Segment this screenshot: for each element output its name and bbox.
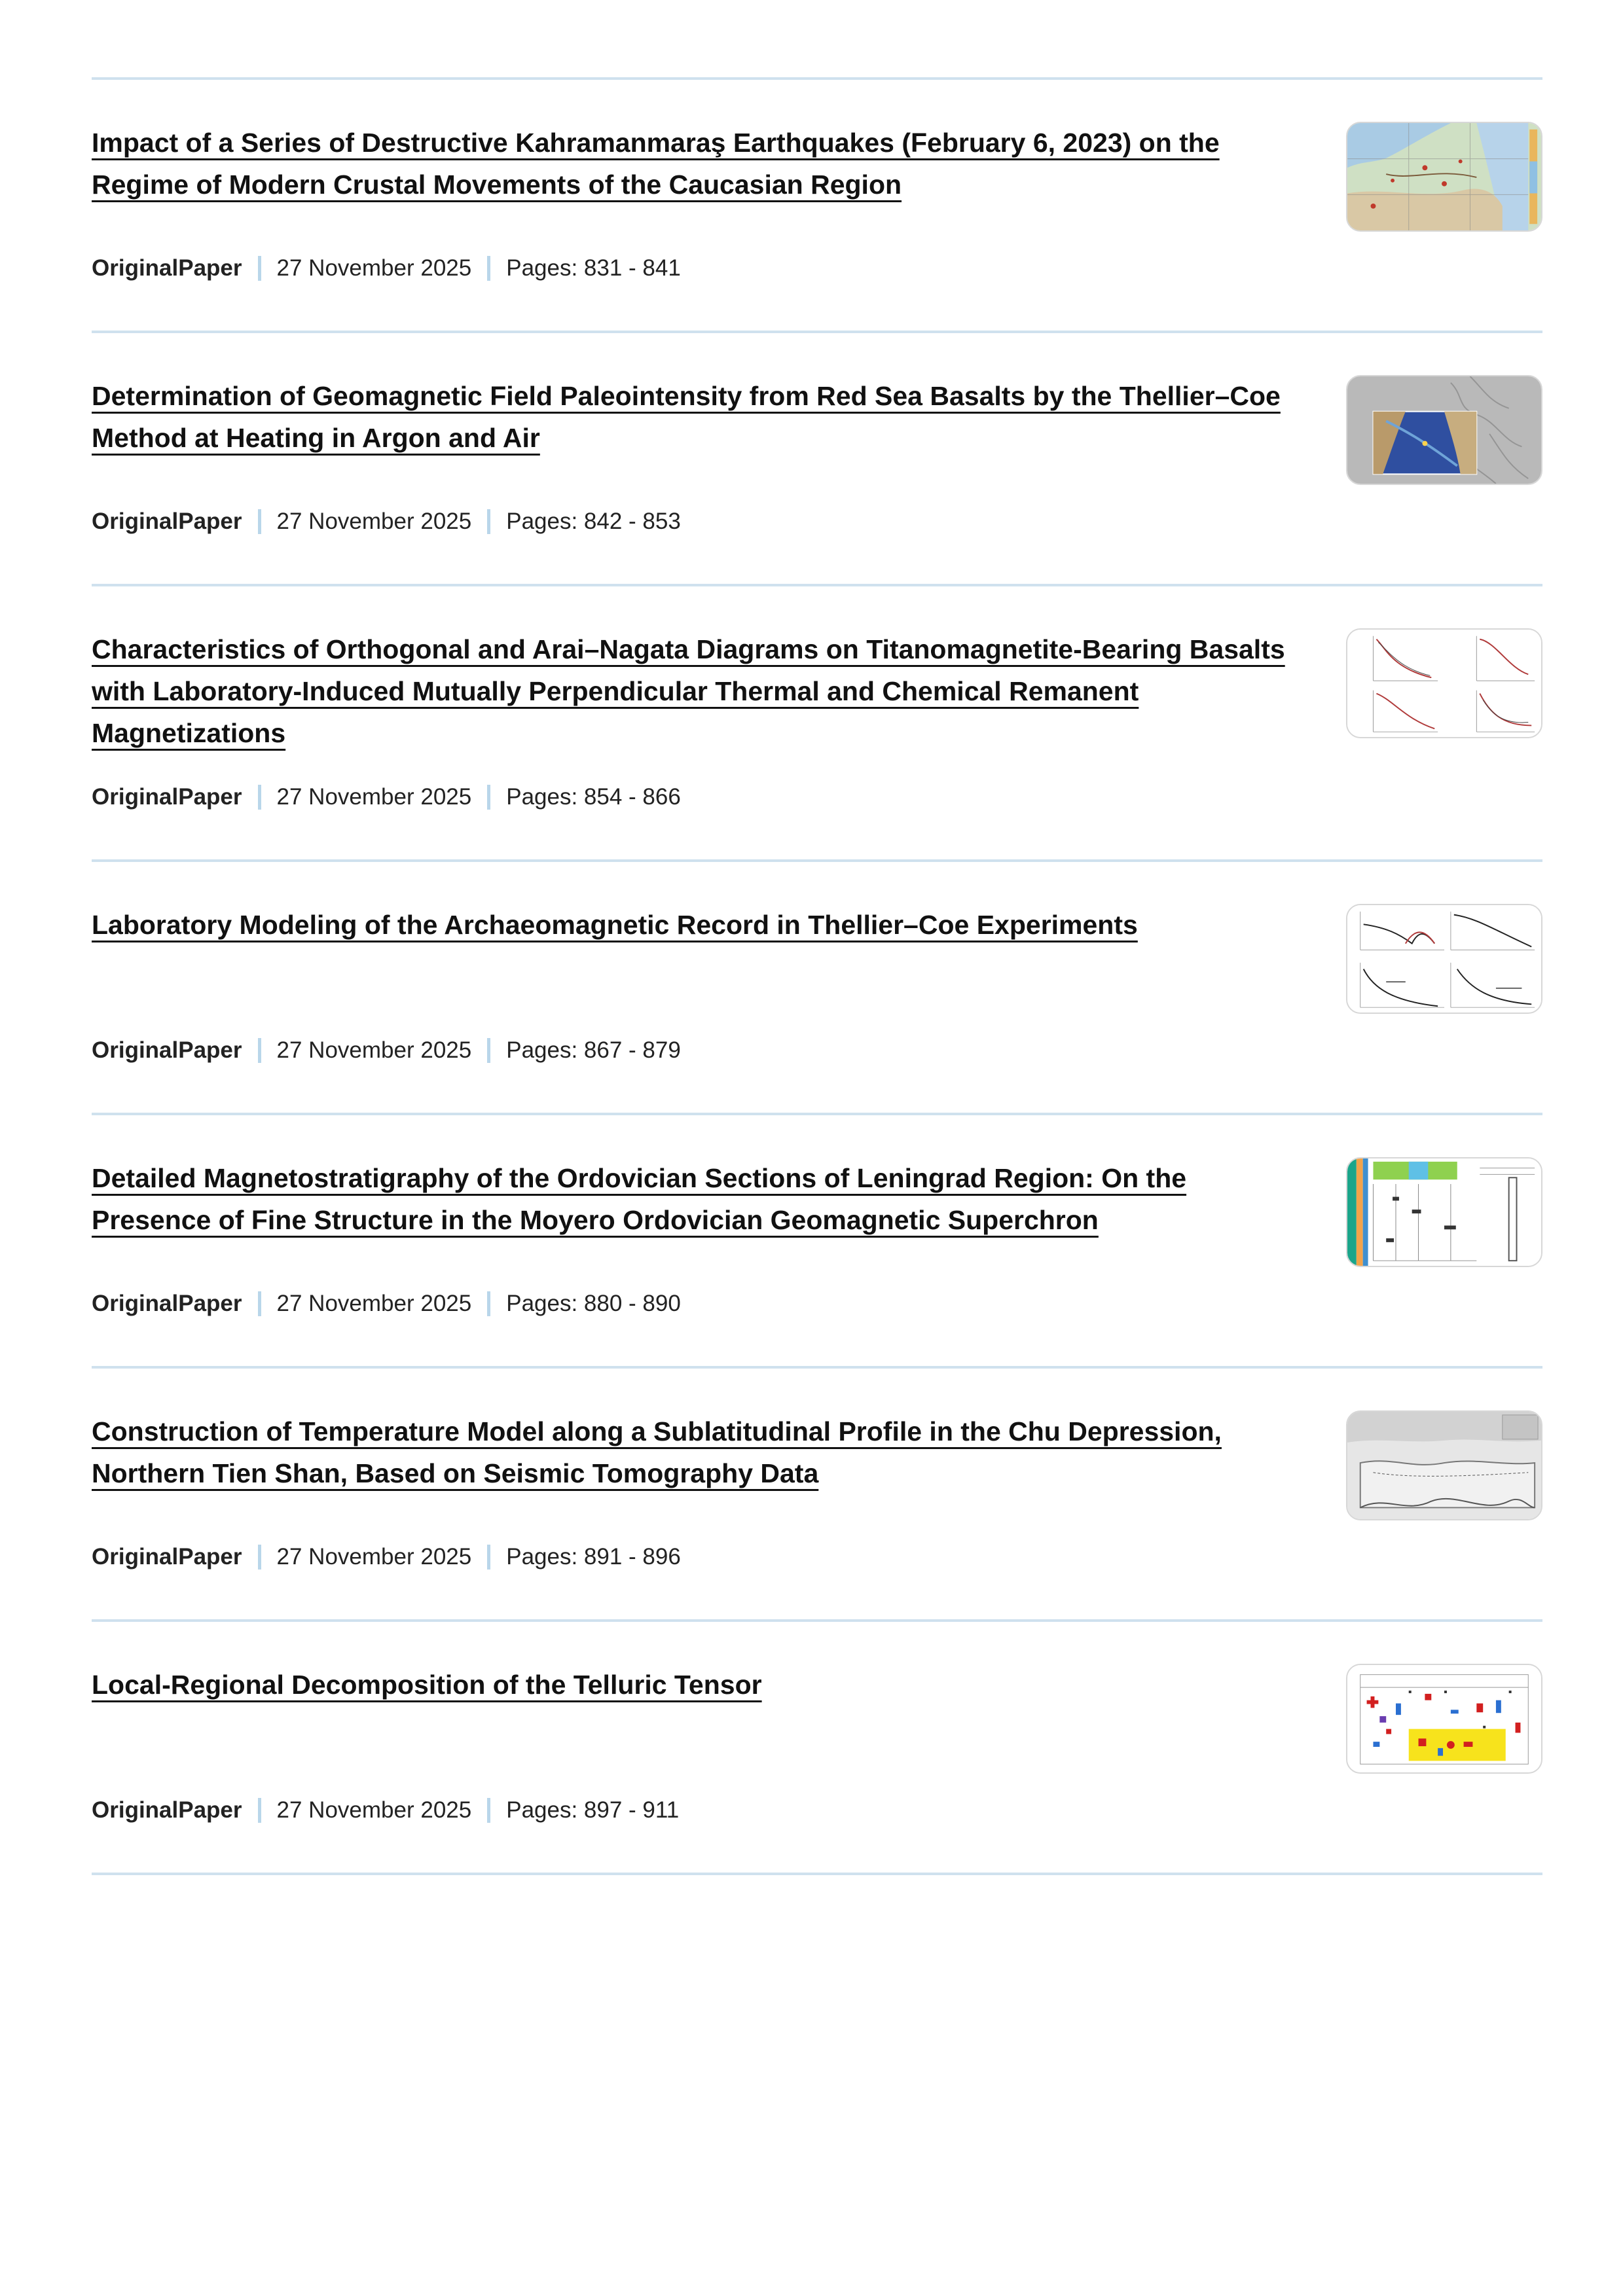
page-range: Pages: 842 - 853 (506, 509, 681, 534)
article-title-link[interactable]: Laboratory Modeling of the Archaeomagnetic Record in Thellier–Coe Experiments (92, 910, 1138, 940)
article-type: OriginalPaper (92, 255, 242, 281)
article-title-link[interactable]: Construction of Temperature Model along a Sublatitudinal Profile in the Chu Depression, Northern Tien Shan, Based on Seismic Tomography Data (92, 1416, 1222, 1488)
article-list (92, 77, 1542, 1875)
article-meta (92, 255, 681, 281)
curve-plot-thumbnail[interactable] (1346, 904, 1542, 1014)
separator (487, 256, 490, 281)
article-item (92, 586, 1542, 859)
article-meta (92, 784, 681, 810)
article-title (92, 1410, 1290, 1494)
article-meta (92, 1037, 681, 1064)
publication-date: 27 November 2025 (276, 255, 472, 281)
article-item (92, 1115, 1542, 1366)
page-range: Pages: 891 - 896 (506, 1544, 681, 1570)
article-type: OriginalPaper (92, 784, 242, 810)
separator (258, 1038, 261, 1063)
separator (487, 1545, 490, 1570)
publication-date: 27 November 2025 (276, 1037, 472, 1063)
publication-date: 27 November 2025 (276, 1544, 472, 1570)
article-item (92, 1369, 1542, 1619)
article-title (92, 122, 1290, 206)
satellite-map-thumbnail[interactable] (1346, 375, 1542, 485)
article-item (92, 862, 1542, 1113)
article-title-link[interactable]: Determination of Geomagnetic Field Paleointensity from Red Sea Basalts by the Thellier–Coe Method at Heating in Argon and Air (92, 381, 1281, 453)
article-type: OriginalPaper (92, 1037, 242, 1063)
diagram-thumbnail[interactable] (1346, 628, 1542, 738)
page-range: Pages: 854 - 866 (506, 784, 681, 810)
article-meta (92, 1797, 679, 1823)
profile-section-thumbnail[interactable] (1346, 1410, 1542, 1520)
separator (258, 509, 261, 534)
article-type: OriginalPaper (92, 1544, 242, 1570)
separator (258, 1798, 261, 1823)
article-meta (92, 1291, 681, 1317)
article-title (92, 375, 1290, 459)
publication-date: 27 November 2025 (276, 1797, 472, 1823)
page-range: Pages: 867 - 879 (506, 1037, 681, 1063)
tensor-grid-thumbnail[interactable] (1346, 1664, 1542, 1774)
article-title-link[interactable]: Characteristics of Orthogonal and Arai–Nagata Diagrams on Titanomagnetite-Bearing Basalts with Laboratory-Induced Mutually Perpendicular Thermal and Chemical Remanent Magnetizations (92, 634, 1285, 748)
article-title (92, 904, 1290, 946)
article-type: OriginalPaper (92, 509, 242, 534)
article-meta (92, 1544, 681, 1570)
article-type: OriginalPaper (92, 1291, 242, 1316)
article-title-link[interactable]: Local-Regional Decomposition of the Telluric Tensor (92, 1670, 762, 1700)
article-item (92, 1622, 1542, 1873)
publication-date: 27 November 2025 (276, 509, 472, 534)
page-range: Pages: 897 - 911 (506, 1797, 680, 1823)
article-meta (92, 509, 681, 535)
separator (487, 509, 490, 534)
stratigraphy-chart-thumbnail[interactable] (1346, 1157, 1542, 1267)
publication-date: 27 November 2025 (276, 784, 472, 810)
separator (487, 1038, 490, 1063)
page-range: Pages: 880 - 890 (506, 1291, 681, 1316)
separator (258, 256, 261, 281)
publication-date: 27 November 2025 (276, 1291, 472, 1316)
separator (258, 785, 261, 810)
article-title (92, 1157, 1290, 1241)
divider (92, 1873, 1542, 1875)
page-range: Pages: 831 - 841 (506, 255, 681, 281)
article-title (92, 628, 1290, 754)
separator (258, 1545, 261, 1570)
article-item (92, 333, 1542, 584)
separator (258, 1291, 261, 1316)
article-item (92, 80, 1542, 331)
map-thumbnail[interactable] (1346, 122, 1542, 232)
article-title (92, 1664, 1290, 1706)
article-type: OriginalPaper (92, 1797, 242, 1823)
separator (487, 785, 490, 810)
separator (487, 1291, 490, 1316)
article-title-link[interactable]: Detailed Magnetostratigraphy of the Ordovician Sections of Leningrad Region: On the Presence of Fine Structure in the Moyero Ordovician Geomagnetic Superchron (92, 1163, 1187, 1235)
article-title-link[interactable]: Impact of a Series of Destructive Kahramanmaraş Earthquakes (February 6, 2023) on the Regime of Modern Crustal Movements of the Caucasian Region (92, 128, 1220, 200)
separator (487, 1798, 490, 1823)
